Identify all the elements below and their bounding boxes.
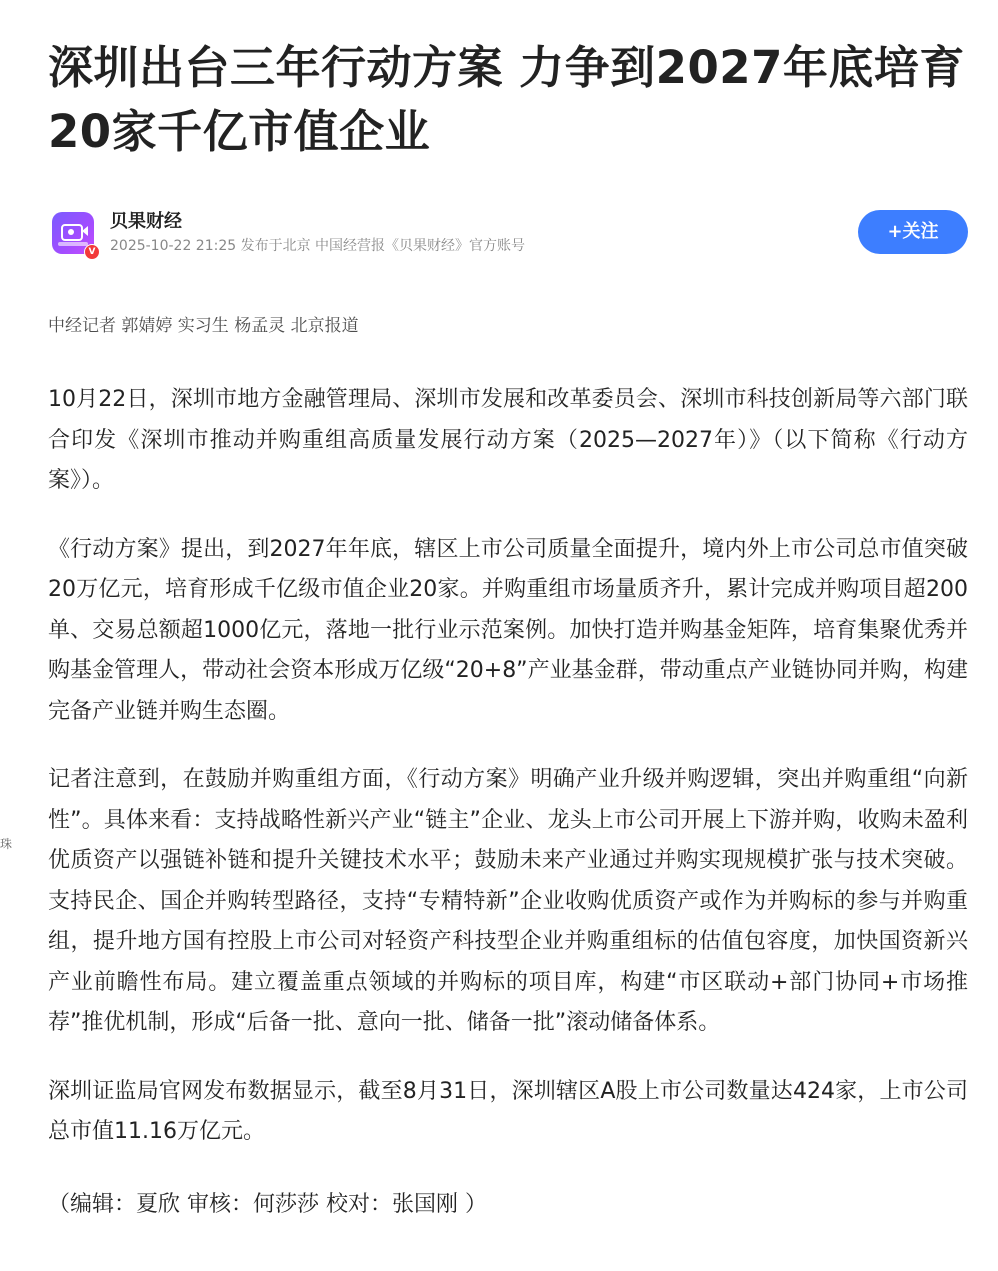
author-bar <box>48 210 968 258</box>
editor-credits: （编辑：夏欣 审核：何莎莎 校对：张国刚 ） <box>48 1191 487 1217</box>
follow-button[interactable]: +关注 <box>858 210 968 254</box>
paragraph-4: 深圳证监局官网发布数据显示，截至8月31日，深圳辖区A股上市公司数量达424家，上市公司总市值11.16万亿元。 <box>48 1078 968 1144</box>
author-avatar[interactable] <box>52 212 96 257</box>
article-title: 深圳出台三年行动方案 力争到2027年底培育20家千亿市值企业 <box>48 41 965 158</box>
reporter-byline: 中经记者 郭婧婷 实习生 杨孟灵 北京报道 <box>48 316 359 336</box>
left-edge-fragment: 珠 <box>0 837 13 851</box>
verified-badge-icon: V <box>84 244 100 260</box>
article <box>48 0 968 1225</box>
publish-meta: 2025-10-22 21:25 发布于北京 中国经营报《贝果财经》官方账号 <box>110 238 526 254</box>
camera-side-icon <box>82 226 88 236</box>
paragraph-1: 10月22日，深圳市地方金融管理局、深圳市发展和改革委员会、深圳市科技创新局等六部门联合印发《深圳市推动并购重组高质量发展行动方案（2025—2027年）》（以下简称《行动方案》）。 <box>48 387 968 493</box>
avatar-logo-strip <box>58 242 88 246</box>
camera-lens-icon <box>68 229 74 235</box>
author-name[interactable]: 贝果财经 <box>110 211 182 232</box>
paragraph-2: 《行动方案》提出，到2027年年底，辖区上市公司质量全面提升，境内外上市公司总市值突破20万亿元，培育形成千亿级市值企业20家。并购重组市场量质齐升，累计完成并购项目超200单、交易总额超1000亿元，落地一批行业示范案例。加快打造并购基金矩阵，培育集聚优秀并购基金管理人，带动社会资本形成万亿级“20+8”产业基金群，带动重点产业链协同并购，构建完备产业链并购生态圈。 <box>48 536 968 724</box>
paragraph-3: 记者注意到，在鼓励并购重组方面，《行动方案》明确产业升级并购逻辑，突出并购重组“向新性”。具体来看：支持战略性新兴产业“链主”企业、龙头上市公司开展上下游并购，收购未盈利优质资产以强链补链和提升关键技术水平；鼓励未来产业通过并购实现规模扩张与技术突破。支持民企、国企并购转型路径，支持“专精特新”企业收购优质资产或作为并购标的参与并购重组，提升地方国有控股上市公司对轻资产科技型企业并购重组标的估值包容度，加快国资新兴产业前瞻性布局。建立覆盖重点领域的并购标的项目库，构建“市区联动+部门协同+市场推荐”推优机制，形成“后备一批、意向一批、储备一批”滚动储备体系。 <box>48 767 968 1035</box>
